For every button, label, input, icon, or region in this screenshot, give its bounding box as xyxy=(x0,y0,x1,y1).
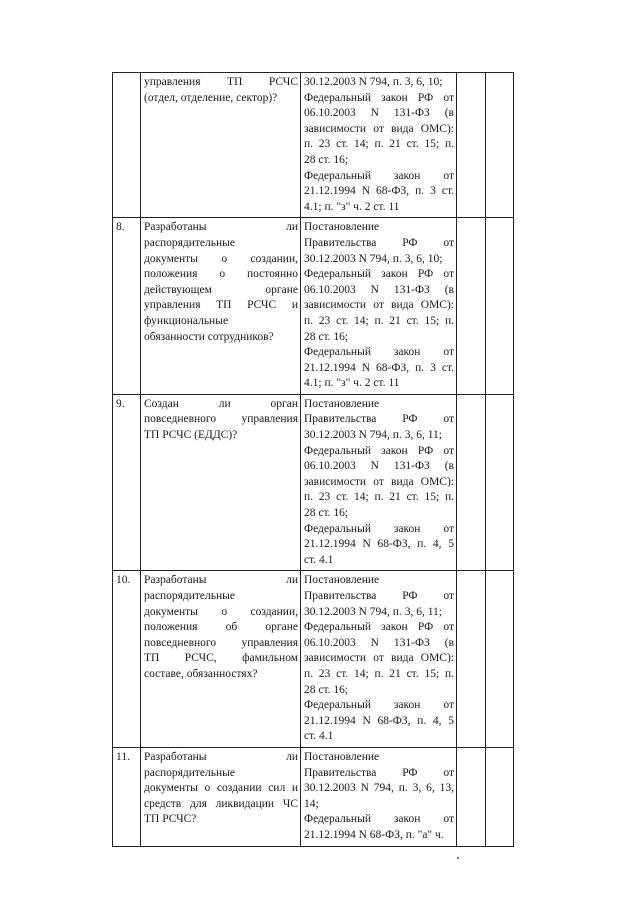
reference-line: 06.10.2003 N 131-ФЗ (в xyxy=(304,107,454,120)
legal-reference xyxy=(304,444,454,522)
answer-cell-b xyxy=(486,73,514,218)
reference-line: 30.12.2003 N 794, п. 3, 6, 13, xyxy=(304,782,454,795)
question-cell xyxy=(141,571,301,748)
legal-reference xyxy=(304,698,454,745)
reference-line: Федеральный закон РФ от xyxy=(304,268,454,281)
checklist-table xyxy=(112,72,514,847)
stray-mark xyxy=(457,857,459,859)
reference-line: Правительства РФ от xyxy=(304,590,454,602)
table-row xyxy=(113,394,514,571)
answer-cell-a xyxy=(457,394,486,571)
reference-line: Постановление xyxy=(304,750,380,763)
table-row xyxy=(113,747,514,846)
question-cell xyxy=(141,394,301,571)
legal-reference xyxy=(304,750,454,812)
question-line: ТП РСЧС, фамильном xyxy=(144,652,298,665)
reference-line: 21.12.1994 N 68-ФЗ, п. 3 ст. xyxy=(304,185,454,198)
legal-reference-cell xyxy=(301,218,457,395)
question-line: функциональные xyxy=(144,314,229,327)
reference-line: п. 23 ст. 14; п. 21 ст. 15; п. xyxy=(304,314,454,327)
reference-line: Правительства РФ от xyxy=(304,236,454,249)
item-number: 11. xyxy=(113,747,141,846)
question-line: Разработаны ли xyxy=(144,221,298,234)
answer-cell-a xyxy=(457,73,486,218)
reference-line: Федеральный закон РФ от xyxy=(304,91,454,104)
question-line: обязанности сотрудников? xyxy=(144,330,274,343)
question-line: положения о постоянно xyxy=(144,268,298,281)
legal-reference xyxy=(304,345,454,392)
item-number: 10. xyxy=(113,571,141,748)
question-line: ТП РСЧС? xyxy=(144,813,197,826)
reference-line: 4.1; п. "з" ч. 2 ст. 11 xyxy=(304,200,400,213)
reference-line: зависимости от вида ОМС): xyxy=(304,652,454,665)
reference-line: п. 23 ст. 14; п. 21 ст. 15; п. xyxy=(304,491,454,504)
reference-line: Правительства РФ от xyxy=(304,413,454,426)
legal-reference xyxy=(304,620,454,698)
reference-line: п. 23 ст. 14; п. 21 ст. 15; п. xyxy=(304,667,454,680)
reference-line: 28 ст. 16; xyxy=(304,153,349,166)
reference-line: 21.12.1994 N 68-ФЗ, п. 4, 5 xyxy=(304,538,454,551)
answer-cell-b xyxy=(486,394,514,571)
question-line: документы о создании, xyxy=(144,605,298,618)
reference-line: Постановление xyxy=(304,574,380,587)
reference-line: 28 ст. 16; xyxy=(304,683,349,696)
question-line: действующем органе xyxy=(144,283,298,296)
table-row xyxy=(113,571,514,748)
table-row xyxy=(113,218,514,395)
reference-line: 21.12.1994 N 68-ФЗ, п. 4, 5 xyxy=(304,714,454,727)
legal-reference xyxy=(304,220,454,267)
question-line: ТП РСЧС (ЕДДС)? xyxy=(144,429,238,442)
question-cell xyxy=(141,73,301,218)
legal-reference xyxy=(304,75,454,91)
legal-reference-cell xyxy=(301,73,457,218)
reference-line: 30.12.2003 N 794, п. 3, 6, 11; xyxy=(304,605,442,618)
legal-reference xyxy=(304,812,454,843)
item-number: 8. xyxy=(113,218,141,395)
legal-reference-cell xyxy=(301,747,457,846)
legal-reference-cell xyxy=(301,571,457,748)
reference-line: 06.10.2003 N 131-ФЗ (в xyxy=(304,460,454,473)
question-line: Разработаны ли xyxy=(144,574,298,587)
question-line: составе, обязанностях? xyxy=(144,667,258,680)
legal-reference xyxy=(304,267,454,345)
question-line: Создан ли орган xyxy=(144,397,298,410)
reference-line: 28 ст. 16; xyxy=(304,507,349,520)
legal-reference xyxy=(304,169,454,216)
reference-line: Правительства РФ от xyxy=(304,766,454,779)
question-line: средств для ликвидации ЧС xyxy=(144,797,298,810)
question-line: положения об органе xyxy=(144,621,298,634)
legal-reference xyxy=(304,573,454,620)
question-line: управления ТП РСЧС и xyxy=(144,299,298,312)
answer-cell-b xyxy=(486,571,514,748)
checklist-rows xyxy=(113,73,514,847)
reference-line: зависимости от вида ОМС): xyxy=(304,299,454,312)
reference-line: п. 23 ст. 14; п. 21 ст. 15; п. xyxy=(304,138,454,151)
table-row xyxy=(113,73,514,218)
question-line: распорядительные xyxy=(144,590,236,602)
reference-line: ст. 4.1 xyxy=(304,553,334,566)
reference-line: Федеральный закон РФ от xyxy=(304,621,454,634)
legal-reference xyxy=(304,522,454,569)
reference-line: зависимости от вида ОМС): xyxy=(304,122,454,135)
question-line: повседневного управления xyxy=(144,636,298,649)
reference-line: 06.10.2003 N 131-ФЗ (в xyxy=(304,636,454,649)
reference-line: Федеральный закон от xyxy=(304,522,454,535)
reference-line: 14; xyxy=(304,797,319,810)
question-line: повседневного управления xyxy=(144,413,298,426)
answer-cell-a xyxy=(457,571,486,748)
reference-line: Федеральный закон от xyxy=(304,346,454,359)
question-line: документы о создании сил и xyxy=(144,782,298,795)
reference-line: 4.1; п. "з" ч. 2 ст. 11 xyxy=(304,377,400,390)
question-line: документы о создании, xyxy=(144,252,298,265)
reference-line: 06.10.2003 N 131-ФЗ (в xyxy=(304,283,454,296)
question-line: Разработаны ли xyxy=(144,750,298,763)
legal-reference xyxy=(304,91,454,169)
reference-line: 28 ст. 16; xyxy=(304,330,349,343)
answer-cell-a xyxy=(457,218,486,395)
reference-line: ст. 4.1 xyxy=(304,730,334,743)
item-number xyxy=(113,73,141,218)
reference-line: Федеральный закон от xyxy=(304,699,454,712)
question-cell xyxy=(141,218,301,395)
reference-line: 21.12.1994 N 68-ФЗ, п. "а" ч. xyxy=(304,828,444,841)
reference-line: Федеральный закон от xyxy=(304,813,454,826)
answer-cell-b xyxy=(486,218,514,395)
reference-line: 21.12.1994 N 68-ФЗ, п. 3 ст. xyxy=(304,361,454,374)
item-number: 9. xyxy=(113,394,141,571)
question-line: (отдел, отделение, сектор)? xyxy=(144,91,278,104)
reference-line: Федеральный закон РФ от xyxy=(304,444,454,457)
legal-reference-cell xyxy=(301,394,457,571)
reference-line: 30.12.2003 N 794, п. 3, 6, 10; xyxy=(304,252,443,265)
reference-line: 30.12.2003 N 794, п. 3, 6, 10; xyxy=(304,76,443,88)
reference-line: Постановление xyxy=(304,397,380,410)
question-line: управления ТП РСЧС xyxy=(144,76,298,88)
question-line: распорядительные xyxy=(144,766,236,779)
reference-line: Федеральный закон от xyxy=(304,169,454,182)
answer-cell-a xyxy=(457,747,486,846)
answer-cell-b xyxy=(486,747,514,846)
legal-reference xyxy=(304,397,454,444)
reference-line: Постановление xyxy=(304,221,380,234)
question-cell xyxy=(141,747,301,846)
question-line: распорядительные xyxy=(144,236,236,249)
reference-line: зависимости от вида ОМС): xyxy=(304,475,454,488)
reference-line: 30.12.2003 N 794, п. 3, 6, 11; xyxy=(304,429,442,442)
